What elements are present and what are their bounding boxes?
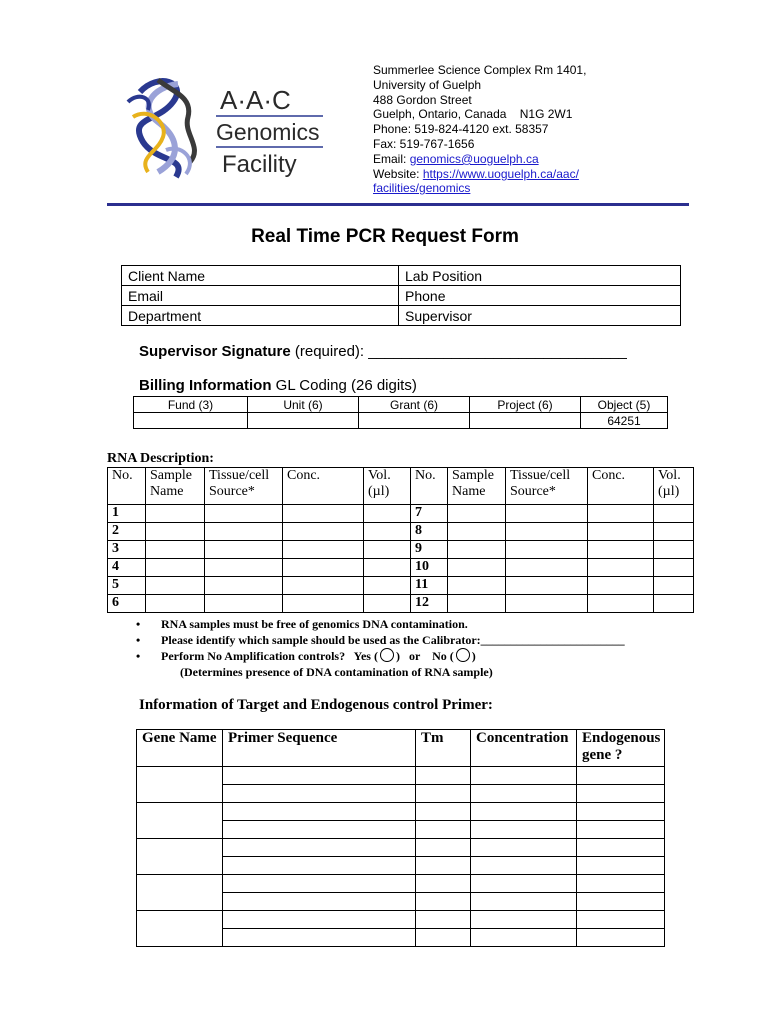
rna-notes [136, 616, 625, 680]
primer-table [136, 729, 665, 947]
department-field[interactable]: Department [122, 306, 399, 326]
table-row [108, 577, 694, 595]
header-divider [107, 203, 689, 206]
supervisor-signature[interactable]: Supervisor Signature (required): _______________________________ [139, 343, 627, 360]
project-cell[interactable] [470, 413, 581, 429]
concentration-cell[interactable] [471, 911, 577, 929]
concentration-cell[interactable] [471, 875, 577, 893]
vol-cell[interactable] [654, 577, 694, 595]
table-row [137, 767, 665, 785]
table-row [108, 559, 694, 577]
conc-cell[interactable] [283, 541, 364, 559]
primer-header-concentration: Concentration [471, 730, 577, 767]
lab-position-field[interactable]: Lab Position [399, 266, 681, 286]
logo-line-facility: Facility [222, 151, 297, 178]
grant-cell[interactable] [359, 413, 470, 429]
rna-header-no: No. [108, 468, 146, 505]
logo-line-genomics: Genomics [216, 119, 320, 145]
vol-cell[interactable] [654, 505, 694, 523]
row-number: 12 [411, 595, 448, 613]
unit-cell[interactable] [248, 413, 359, 429]
tm-cell[interactable] [416, 785, 471, 803]
tissue-cell[interactable] [506, 577, 588, 595]
tm-cell[interactable] [416, 875, 471, 893]
fax-line: Fax: 519-767-1656 [373, 136, 475, 151]
conc-cell[interactable] [588, 541, 654, 559]
primer-header-endogenous: Endogenous gene ? [577, 730, 665, 767]
table-row [137, 839, 665, 857]
sequence-cell[interactable] [223, 767, 416, 785]
contact-address [373, 63, 586, 196]
vol-cell[interactable] [364, 505, 411, 523]
sample-cell[interactable] [146, 541, 205, 559]
tm-cell[interactable] [416, 767, 471, 785]
table-row [108, 595, 694, 613]
tm-cell[interactable] [416, 911, 471, 929]
sample-cell[interactable] [146, 505, 205, 523]
sequence-cell[interactable] [223, 875, 416, 893]
tissue-cell[interactable] [506, 523, 588, 541]
primer-header-sequence: Primer Sequence [223, 730, 416, 767]
rna-description-title: RNA Description: [107, 451, 214, 466]
primer-header-gene: Gene Name [137, 730, 223, 767]
endogenous-cell[interactable] [577, 911, 665, 929]
sample-cell[interactable] [146, 577, 205, 595]
table-row [108, 505, 694, 523]
rna-header-conc: Conc. [283, 468, 364, 505]
table-row [137, 875, 665, 893]
concentration-cell[interactable] [471, 767, 577, 785]
conc-cell[interactable] [588, 559, 654, 577]
billing-table [133, 396, 668, 429]
aac-genomics-logo [118, 62, 328, 187]
tissue-cell[interactable] [506, 559, 588, 577]
conc-cell[interactable] [283, 505, 364, 523]
row-number: 10 [411, 559, 448, 577]
object-header: Object (5) [581, 397, 668, 413]
rna-header-no: No. [411, 468, 448, 505]
rna-header-sample: Sample Name [448, 468, 506, 505]
endogenous-cell[interactable] [577, 875, 665, 893]
table-row [108, 541, 694, 559]
website-link-cont[interactable]: facilities/genomics [373, 181, 471, 196]
rna-header-conc: Conc. [588, 468, 654, 505]
table-row [137, 803, 665, 821]
sample-cell[interactable] [448, 559, 506, 577]
concentration-cell[interactable] [471, 929, 577, 947]
tm-cell[interactable] [416, 929, 471, 947]
unit-header: Unit (6) [248, 397, 359, 413]
gene-cell[interactable] [137, 767, 223, 803]
rna-table [107, 467, 694, 613]
sample-cell[interactable] [146, 523, 205, 541]
sequence-cell[interactable] [223, 785, 416, 803]
sequence-cell[interactable] [223, 803, 416, 821]
sequence-cell[interactable] [223, 893, 416, 911]
conc-cell[interactable] [588, 595, 654, 613]
email-link[interactable]: genomics@uoguelph.ca [409, 151, 539, 166]
no-radio[interactable] [456, 648, 470, 662]
tissue-cell[interactable] [205, 505, 283, 523]
row-number: 1 [108, 505, 146, 523]
sequence-cell[interactable] [223, 857, 416, 875]
tissue-cell[interactable] [205, 559, 283, 577]
vol-cell[interactable] [654, 595, 694, 613]
tissue-cell[interactable] [506, 541, 588, 559]
concentration-cell[interactable] [471, 893, 577, 911]
sample-cell[interactable] [448, 595, 506, 613]
fund-header: Fund (3) [134, 397, 248, 413]
rna-header-tissue: Tissue/cell Source* [506, 468, 588, 505]
fund-cell[interactable] [134, 413, 248, 429]
sample-cell[interactable] [448, 523, 506, 541]
address-line: Summerlee Science Complex Rm 1401, [373, 63, 587, 77]
row-number: 2 [108, 523, 146, 541]
tm-cell[interactable] [416, 839, 471, 857]
row-number: 7 [411, 505, 448, 523]
vol-cell[interactable] [364, 541, 411, 559]
address-line: Guelph, Ontario, Canada N1G 2W1 [373, 107, 573, 122]
concentration-cell[interactable] [471, 857, 577, 875]
website-link[interactable]: https://www.uoguelph.ca/aac/ [422, 166, 579, 181]
conc-cell[interactable] [283, 559, 364, 577]
tissue-cell[interactable] [506, 595, 588, 613]
client-info-table [121, 265, 681, 326]
tm-cell[interactable] [416, 857, 471, 875]
vol-cell[interactable] [654, 541, 694, 559]
billing-information-title: Billing Information GL Coding (26 digits) [139, 377, 417, 394]
tm-cell[interactable] [416, 821, 471, 839]
dna-helix-graphic [128, 80, 194, 177]
tissue-cell[interactable] [205, 523, 283, 541]
sample-cell[interactable] [146, 595, 205, 613]
address-line: University of Guelph [373, 77, 482, 92]
row-number: 8 [411, 523, 448, 541]
conc-cell[interactable] [283, 577, 364, 595]
endogenous-cell[interactable] [577, 785, 665, 803]
vol-cell[interactable] [364, 595, 411, 613]
project-header: Project (6) [470, 397, 581, 413]
email-field[interactable]: Email [122, 286, 399, 306]
gene-cell[interactable] [137, 839, 223, 875]
sequence-cell[interactable] [223, 929, 416, 947]
form-title: Real Time PCR Request Form [251, 226, 519, 247]
row-number: 9 [411, 541, 448, 559]
table-row [137, 911, 665, 929]
endogenous-cell[interactable] [577, 803, 665, 821]
rna-header-tissue: Tissue/cell Source* [205, 468, 283, 505]
row-number: 6 [108, 595, 146, 613]
endogenous-cell[interactable] [577, 929, 665, 947]
vol-cell[interactable] [364, 559, 411, 577]
sample-cell[interactable] [448, 505, 506, 523]
tissue-cell[interactable] [506, 505, 588, 523]
concentration-cell[interactable] [471, 821, 577, 839]
sequence-cell[interactable] [223, 911, 416, 929]
rna-header-vol: Vol. (µl) [654, 468, 694, 505]
conc-cell[interactable] [588, 523, 654, 541]
endogenous-cell[interactable] [577, 821, 665, 839]
sample-cell[interactable] [448, 541, 506, 559]
note-no-amp: • Perform No Amplification controls? Yes ( ) or No ( ) [136, 648, 625, 664]
row-number: 11 [411, 577, 448, 595]
primer-section-title: Information of Target and Endogenous control Primer: [139, 697, 493, 713]
phone-line: Phone: 519-824-4120 ext. 58357 [373, 122, 549, 137]
website-line: Website: https://www.uoguelph.ca/aac/ [373, 166, 579, 181]
client-name-field[interactable]: Client Name [122, 266, 399, 286]
gene-cell[interactable] [137, 803, 223, 839]
conc-cell[interactable] [588, 505, 654, 523]
row-number: 5 [108, 577, 146, 595]
rna-header-sample: Sample Name [146, 468, 205, 505]
note-calibrator[interactable]: • Please identify which sample should be used as the Calibrator:________________________ [136, 632, 625, 648]
website-line-cont [373, 181, 586, 196]
conc-cell[interactable] [283, 595, 364, 613]
vol-cell[interactable] [654, 523, 694, 541]
row-number: 4 [108, 559, 146, 577]
rna-header-vol: Vol. (µl) [364, 468, 411, 505]
yes-radio[interactable] [380, 648, 394, 662]
sample-cell[interactable] [146, 559, 205, 577]
grant-header: Grant (6) [359, 397, 470, 413]
email-line: Email: genomics@uoguelph.ca [373, 151, 539, 166]
concentration-cell[interactable] [471, 785, 577, 803]
tm-cell[interactable] [416, 803, 471, 821]
endogenous-cell[interactable] [577, 893, 665, 911]
tm-cell[interactable] [416, 893, 471, 911]
row-number: 3 [108, 541, 146, 559]
gene-cell[interactable] [137, 911, 223, 947]
sequence-cell[interactable] [223, 839, 416, 857]
note-determines: (Determines presence of DNA contamination of RNA sample) [180, 665, 493, 679]
sequence-cell[interactable] [223, 821, 416, 839]
phone-field[interactable]: Phone [399, 286, 681, 306]
endogenous-cell[interactable] [577, 857, 665, 875]
endogenous-cell[interactable] [577, 767, 665, 785]
vol-cell[interactable] [364, 523, 411, 541]
conc-cell[interactable] [588, 577, 654, 595]
tissue-cell[interactable] [205, 541, 283, 559]
sample-cell[interactable] [448, 577, 506, 595]
endogenous-cell[interactable] [577, 839, 665, 857]
note-dna-free: • RNA samples must be free of genomics DNA contamination. [136, 616, 625, 632]
supervisor-field[interactable]: Supervisor [399, 306, 681, 326]
primer-header-tm: Tm [416, 730, 471, 767]
address-line: 488 Gordon Street [373, 92, 472, 107]
conc-cell[interactable] [283, 523, 364, 541]
vol-cell[interactable] [364, 577, 411, 595]
concentration-cell[interactable] [471, 839, 577, 857]
logo-line-aac: A·A·C [220, 85, 291, 115]
concentration-cell[interactable] [471, 803, 577, 821]
vol-cell[interactable] [654, 559, 694, 577]
table-row [108, 523, 694, 541]
tissue-cell[interactable] [205, 595, 283, 613]
tissue-cell[interactable] [205, 577, 283, 595]
object-cell: 64251 [581, 413, 668, 429]
gene-cell[interactable] [137, 875, 223, 911]
